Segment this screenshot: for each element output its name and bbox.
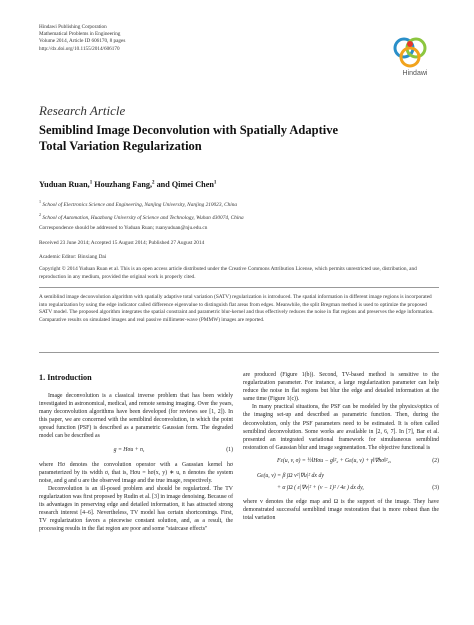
equation-expr: g = Hσu + n, bbox=[113, 446, 145, 453]
author-affil-mark: 1 bbox=[213, 180, 217, 186]
equation-3-line-2 bbox=[243, 484, 439, 498]
author-name: Yuduan Ruan, bbox=[39, 180, 90, 189]
journal-name: Mathematical Problems in Engineering bbox=[39, 31, 121, 38]
doi-link[interactable]: http://dx.doi.org/10.1155/2014/606170 bbox=[39, 45, 120, 52]
abstract: A semiblind image deconvolution algorithm with spatially adaptive total variation (SATV) regularization is introduced. The spatial information in different image regions is incorporated into regularization by using the edge indicator called difference eigenvalue to distinguish flat areas from edges. Meanwhile, the split Bregman method is used to optimize the proposed SATV model. The proposed algorithm integrates the spatial constraint and parametric blur-kernel and thus effectively reduces the noise in flat regions and preserves the edge information. Comparative results on simulated images and real passive millimeter-wave (PMMW) images are reported. bbox=[39, 294, 434, 323]
equation-number: (1) bbox=[226, 446, 233, 453]
academic-editor: Academic Editor: Binxiang Dai bbox=[39, 254, 107, 260]
paragraph: are produced (Figure 1(b)). Second, TV-based method is sensitive to the regularization parameter. For instance, a large regularization parameter can help reduce the noise in flat regions but blur the edge and detailed information at the same time (Figure 1(c)). bbox=[243, 372, 439, 403]
article-type: Research Article bbox=[39, 103, 126, 118]
affiliations bbox=[39, 197, 449, 224]
divider bbox=[39, 287, 439, 288]
dates: Received 23 June 2014; Accepted 15 August 2014; Published 27 August 2014 bbox=[39, 240, 205, 246]
publisher-line: Hindawi Publishing Corporation bbox=[39, 24, 107, 30]
hindawi-logo-text: Hindawi bbox=[402, 70, 428, 77]
equation-number: (3) bbox=[432, 484, 439, 491]
paper-title bbox=[39, 122, 439, 154]
copyright-notice: Copyright © 2014 Yuduan Ruan et al. This is an open access article distributed under the Creative Commons Attribution License, which permits unrestricted use, distribution, and reproduction in any medium, provided the original work is properly cited. bbox=[39, 266, 417, 280]
equation-number: (2) bbox=[432, 457, 439, 464]
title-line-2: Total Variation Regularization bbox=[39, 139, 202, 153]
equation-expr: + α ∫Ω ( ε|∇v|² + (v − 1)² / 4ε ) dx dy, bbox=[277, 484, 364, 491]
section-heading: 1. Introduction bbox=[39, 373, 92, 382]
paragraph: In many practical situations, the PSF can be modeled by the physics/optics of the imaging set-up and described as parametric function. Then, during the deconvolution, only the PSF parameters need to be estimated. It is often called semiblind deconvolution. Some works are available in [2, 6, 7]. In [7], Bar et al. presented an integrated variational framework for simultaneous semiblind restoration of Gaussian blur and image segmentation. The objective functional is bbox=[243, 404, 439, 451]
journal-header bbox=[39, 24, 259, 53]
paragraph: Deconvolution is an ill-posed problem and should be regularized. The TV regularization was first proposed by Rudin et al. [3] in image denoising. Because of its advantages in preserving edge and detailed information, it has attracted strong research interest [4–6]. Nevertheless, TV model has certain shortcomings. First, TV regularization favors a piecewise constant solution, and, as a result, the processing results in the flat region are poor and some "staircase effects" bbox=[39, 485, 233, 533]
affiliation-text: School of Electronics Science and Engineering, Nanjing University, Nanjing 210023, China bbox=[42, 201, 238, 208]
author-name: and Qimei Chen bbox=[156, 180, 214, 189]
right-column bbox=[243, 371, 439, 522]
affil-mark: 1 bbox=[39, 199, 41, 204]
equation-expr: Fε(u, v, σ) = ½‖Hσu − g‖²₂ + Gε(u, v) + γ‖∇hσ‖²₂, bbox=[277, 457, 391, 464]
correspondence: Correspondence should be addressed to Yuduan Ruan; ruanyuduan@nju.edu.cn bbox=[39, 225, 208, 231]
paragraph: where v denotes the edge map and Ω is the support of the image. They have demonstrated successful semiblind image restoration that is more robust than the total variation bbox=[243, 498, 439, 522]
author-affil-mark: 2 bbox=[152, 180, 155, 186]
left-column bbox=[39, 392, 233, 533]
author-name: Houzhang Fang, bbox=[94, 180, 153, 189]
affiliation-text: School of Automation, Huazhong University of Science and Technology, Wuhan 430074, China bbox=[42, 215, 244, 222]
divider bbox=[39, 352, 439, 353]
author-list bbox=[39, 180, 216, 189]
affil-mark: 2 bbox=[39, 212, 41, 218]
volume-line: Volume 2014, Article ID 606170, 8 pages bbox=[39, 38, 126, 45]
paragraph: Image deconvolution is a classical inverse problem that has been widely investigated in astronomical, medical, and remote sensing imaging. Over the years, many deconvolution algorithms have been developed (for reviews see [1, 2]). In this paper, we are concerned with the semiblind deconvolution, in which the point spread function (PSF) is described as a parametric Gaussian form. The degraded model can be described as bbox=[39, 393, 233, 440]
equation-2 bbox=[243, 452, 439, 472]
author-affil-mark: 1 bbox=[89, 180, 93, 186]
paragraph: where Hσ denotes the convolution operator with a Gaussian kernel hσ parameterized by its width σ, that is, Hσu = hσ(x, y) ∗ u, n denotes the system noise, and g and u are the observed image and the true image, respectively. bbox=[39, 461, 233, 484]
equation-3-line-1 bbox=[243, 472, 439, 484]
equation-expr: Gε(u, v) = β ∫Ω v²|∇u|² dx dy bbox=[257, 472, 324, 479]
title-line-1: Semiblind Image Deconvolution with Spatially Adaptive bbox=[39, 123, 338, 137]
equation-1 bbox=[39, 441, 233, 461]
